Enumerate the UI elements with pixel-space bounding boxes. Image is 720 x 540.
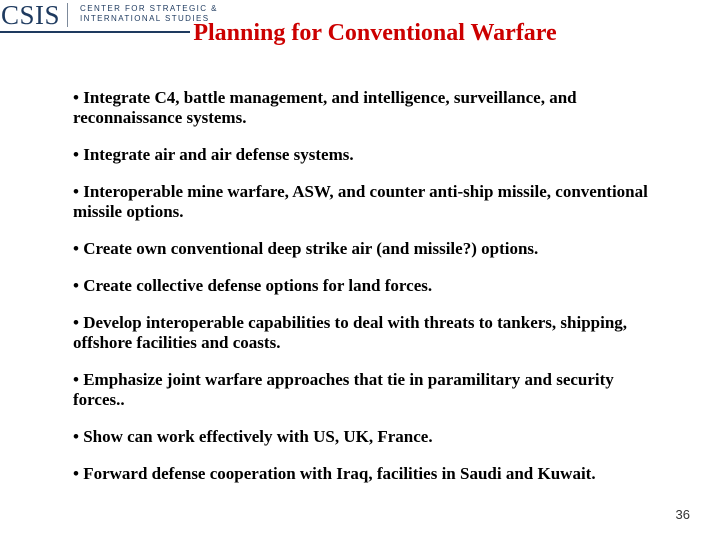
bullet-item: • Show can work effectively with US, UK, France. [73,427,433,446]
logo-name-line1: CENTER FOR STRATEGIC & [80,4,218,13]
slide-title: Planning for Conventional Warfare [193,20,557,46]
bullet-list [73,88,663,501]
bullet-item: • Forward defense cooperation with Iraq, facilities in Saudi and Kuwait. [73,464,596,483]
bullet-item: • Integrate C4, battle management, and intelligence, surveillance, and reconnaissance systems. [73,88,577,127]
bullet-item: • Develop interoperable capabilities to deal with threats to tankers, shipping, offshore facilities and coasts. [73,313,628,352]
bullet-item: • Create own conventional deep strike air (and missile?) options. [73,239,539,258]
page-number: 36 [675,507,690,522]
logo-mark: CSIS [1,0,61,30]
bullet-item: • Integrate air and air defense systems. [73,145,354,164]
bullet-item: • Emphasize joint warfare approaches that tie in paramilitary and security forces.. [73,370,614,409]
bullet-item: • Create collective defense options for land forces. [73,276,433,295]
logo-name-line2: INTERNATIONAL STUDIES [80,14,210,23]
bullet-item: • Interoperable mine warfare, ASW, and counter anti-ship missile, conventional missile options. [73,182,648,221]
